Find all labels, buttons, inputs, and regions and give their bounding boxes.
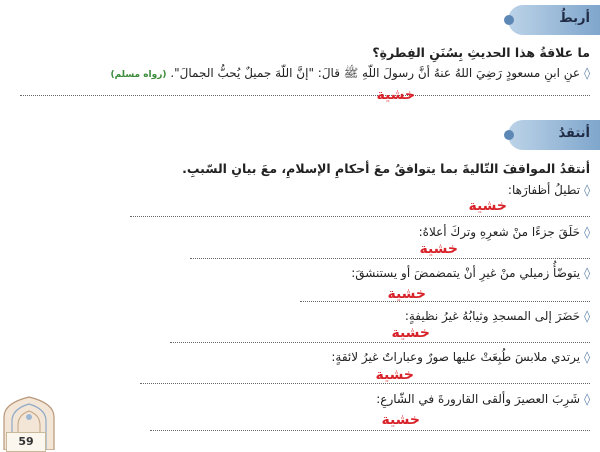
handwritten-answer: خشية	[376, 87, 415, 103]
answer-line	[170, 342, 590, 343]
item-text: تطيلُ أظفارَها:	[507, 183, 581, 197]
diamond-bullet-icon: ◊	[584, 309, 590, 323]
item-text: يرتدي ملابسَ طُبِعَتْ عليها صورٌ وعباراتٌ غيرُ لائقةٍ:	[331, 350, 581, 364]
list-item	[331, 350, 590, 364]
item-text: حَلَقَ جزءًا منْ شعرِهِ وتركَ أعلاهُ:	[418, 225, 581, 239]
diamond-bullet-icon: ◊	[584, 266, 590, 280]
diamond-bullet-icon: ◊	[584, 66, 590, 80]
list-item	[419, 225, 590, 239]
list-item	[376, 392, 590, 406]
handwritten-answer: خشية	[468, 198, 507, 214]
answer-line	[130, 216, 590, 217]
handwritten-answer: خشية	[419, 241, 458, 257]
section-tag-label: أنتقدُ	[558, 126, 590, 141]
item-text: حَضَرَ إلى المسجدِ وثيابُهُ غيرُ نظيفةٍ:	[404, 309, 581, 323]
list-item	[405, 309, 590, 323]
item-text: شَرِبَ العصيرَ وألقى القارورةَ في الشّارعِ:	[376, 392, 581, 406]
answer-line	[20, 95, 590, 96]
answer-line	[300, 301, 590, 302]
handwritten-answer: خشية	[391, 325, 430, 341]
section-tag-connect	[508, 5, 600, 35]
answer-line	[190, 258, 590, 259]
tag-dot-icon	[504, 130, 514, 140]
section-tag-critique	[508, 120, 600, 150]
diamond-bullet-icon: ◊	[584, 392, 590, 406]
list-item	[508, 183, 590, 197]
page-number: 59	[6, 432, 46, 452]
hadith-line	[111, 66, 591, 83]
answer-line	[150, 430, 590, 431]
answer-line	[140, 383, 590, 384]
handwritten-answer: خشية	[375, 367, 414, 383]
instruction-text: أنتقدُ المواقفَ التّاليةَ بما يتوافقُ معَ أحكامِ الإسلامِ، معَ بيانِ السّببِ.	[182, 161, 590, 176]
diamond-bullet-icon: ◊	[584, 350, 590, 364]
hadith-reference: (رواه مسلم)	[110, 70, 167, 80]
list-item	[351, 266, 590, 280]
diamond-bullet-icon: ◊	[584, 225, 590, 239]
item-text: يتوضّأُ زميلي منْ غيرِ أنْ يتمضمضَ أو يستنشقَ:	[351, 266, 581, 280]
hadith-text: عنِ ابنِ مسعودٍ رَضِيَ اللهُ عنهُ أنَّ رسولَ اللّهِ ﷺ قالَ: "إنَّ اللّهَ جميلٌ يُحبُّ الجمالَ".	[170, 66, 581, 80]
section-tag-label: أربطُ	[559, 11, 590, 26]
tag-dot-icon	[504, 15, 514, 25]
diamond-bullet-icon: ◊	[584, 183, 590, 197]
handwritten-answer: خشية	[381, 412, 420, 428]
question-text: ما علاقةُ هذا الحديثِ بِسُنَنِ الفِطرةِ؟	[372, 45, 590, 60]
handwritten-answer: خشية	[387, 286, 426, 302]
